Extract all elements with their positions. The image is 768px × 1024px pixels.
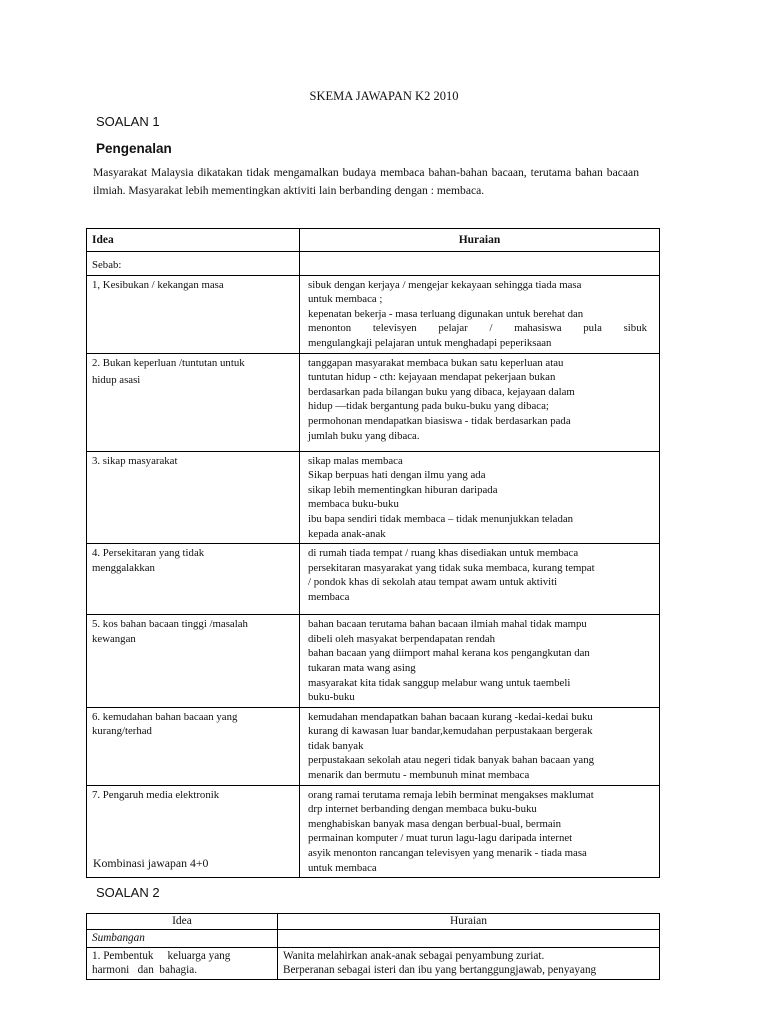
- answer-table-soalan-2: [86, 913, 660, 980]
- idea-cell: 1. Pembentuk keluarga yang harmoni dan bahagia.: [87, 947, 278, 979]
- table-row: [87, 947, 660, 979]
- idea-cell: 7. Pengaruh media elektronik: [87, 785, 300, 878]
- table-row: [87, 707, 660, 785]
- table-row: [87, 615, 660, 708]
- soalan-2-heading: SOALAN 2: [96, 885, 160, 900]
- huraian-cell: di rumah tiada tempat / ruang khas disediakan untuk membaca persekitaran masyarakat yang tidak suka membaca, kurang tempat / pondok khas di sekolah atau tempat awam untuk aktiviti membaca: [300, 544, 660, 615]
- header-idea: Idea: [87, 914, 278, 930]
- idea-cell: 4. Persekitaran yang tidak menggalakkan: [87, 544, 300, 615]
- idea-cell: 5. kos bahan bacaan tinggi /masalah kewangan: [87, 615, 300, 708]
- sebab-row: [87, 252, 660, 276]
- huraian-cell: bahan bacaan terutama bahan bacaan ilmiah mahal tidak mampu dibeli oleh masyakat berpendapatan rendah bahan bacaan yang diimport mahal kerana kos pengangkutan dan tukaran mata wang asing masyarakat kita tidak sanggup melabur wang untuk taembeli buku-buku: [300, 615, 660, 708]
- huraian-cell: tanggapan masyarakat membaca bukan satu keperluan atau tuntutan hidup - cth: kejayaan mendapat pekerjaan bukan berdasarkan pada bilangan buku yang dibaca, kejayaan dalam hidup —tidak bergantung pada buku-buku yang dibaca; permohonan mendapatkan biasiswa - tidak berdasarkan pada jumlah buku yang dibaca.: [300, 353, 660, 451]
- table-header-row: [87, 229, 660, 252]
- sumbangan-label: Sumbangan: [87, 930, 278, 948]
- pengenalan-heading: Pengenalan: [96, 141, 172, 156]
- table-row: [87, 544, 660, 615]
- soalan-1-heading: SOALAN 1: [96, 114, 160, 129]
- idea-cell: 6. kemudahan bahan bacaan yang kurang/terhad: [87, 707, 300, 785]
- header-huraian: Huraian: [278, 914, 660, 930]
- idea-cell: 1, Kesibukan / kekangan masa: [87, 275, 300, 353]
- idea-cell: 2. Bukan keperluan /tuntutan untuk hidup asasi: [87, 353, 300, 451]
- huraian-cell: kemudahan mendapatkan bahan bacaan kurang -kedai-kedai buku kurang di kawasan luar bandar,kemudahan perpustakaan bergerak tidak banyak perpustakaan sekolah atau negeri tidak banyak bahan bacaan yang menarik dan bermutu - membunuh minat membaca: [300, 707, 660, 785]
- table-row: [87, 353, 660, 451]
- sumbangan-row: [87, 930, 660, 948]
- header-idea: Idea: [87, 229, 300, 252]
- huraian-cell: sikap malas membaca Sikap berpuas hati dengan ilmu yang ada sikap lebih mementingkan hiburan daripada membaca buku-buku ibu bapa sendiri tidak membaca – tidak menunjukkan teladan kepada anak-anak: [300, 451, 660, 544]
- idea-cell: 3. sikap masyarakat: [87, 451, 300, 544]
- table-row: [87, 275, 660, 353]
- huraian-cell: sibuk dengan kerjaya / mengejar kekayaan sehingga tiada masa untuk membaca ; kepenatan bekerja - masa terluang digunakan untuk berehat dan menonton televisyen pelajar / mahasiswa pula sibuk mengulangkaji pelajaran untuk menghadapi peperiksaan: [300, 275, 660, 353]
- intro-paragraph: Masyarakat Malaysia dikatakan tidak mengamalkan budaya membaca bahan-bahan bacaan, terutama bahan bacaan ilmiah. Masyarakat lebih mementingkan aktiviti lain berbanding dengan : membaca.: [93, 166, 639, 197]
- huraian-cell: orang ramai terutama remaja lebih berminat mengakses maklumat drp internet berbanding dengan membaca buku-buku menghabiskan banyak masa dengan berbual-bual, bermain permainan komputer / muat turun lagu-lagu daripada internet asyik menonton rancangan televisyen yang menarik - tiada masa untuk membaca: [300, 785, 660, 878]
- document-title: SKEMA JAWAPAN K2 2010: [309, 89, 459, 103]
- table-row: [87, 451, 660, 544]
- header-huraian: Huraian: [300, 229, 660, 252]
- table-header-row: [87, 914, 660, 930]
- huraian-cell: Wanita melahirkan anak-anak sebagai penyambung zuriat. Berperanan sebagai isteri dan ibu yang bertanggungjawab, penyayang: [278, 947, 660, 979]
- kombinasi-jawapan: Kombinasi jawapan 4+0: [93, 856, 209, 870]
- answer-table-soalan-1: [86, 228, 660, 878]
- sebab-label: Sebab:: [87, 252, 300, 276]
